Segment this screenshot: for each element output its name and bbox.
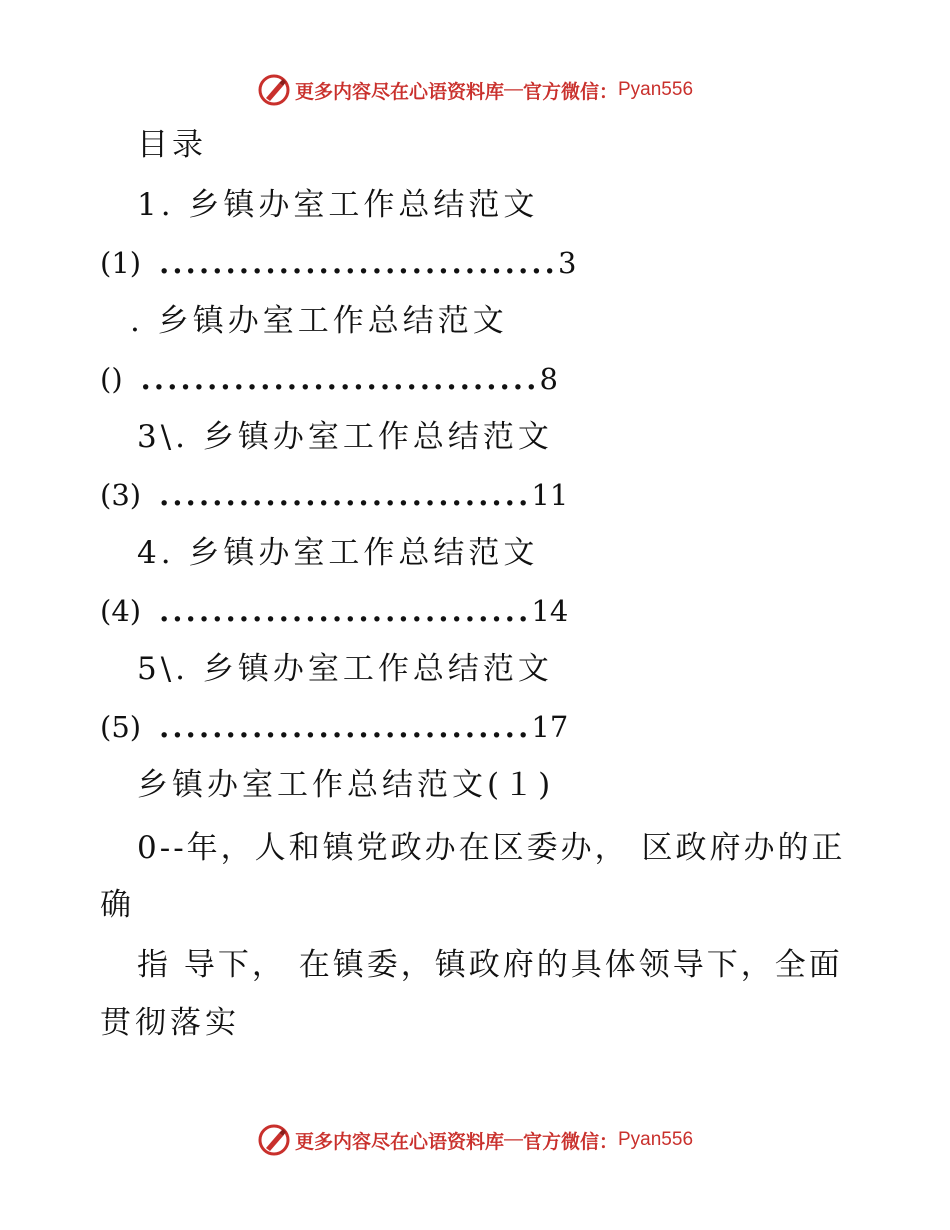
toc-entry-title: 3\. 乡镇办室工作总结范文: [137, 419, 553, 455]
paragraph-line: 贯彻落实: [100, 1005, 240, 1041]
section-title: 乡镇办室工作总结范文(１): [137, 767, 555, 803]
footer-banner: [0, 1120, 950, 1160]
paragraph-line: 0--年，人和镇党政办在区委办， 区政府办的正: [137, 830, 846, 866]
toc-entry-title: 5\. 乡镇办室工作总结范文: [137, 651, 553, 687]
toc-dot-leader: ..............................: [140, 362, 540, 396]
banner-separator: —: [503, 79, 523, 100]
toc-entry-number: (): [100, 362, 123, 396]
toc-dot-leader: ............................: [159, 478, 532, 512]
toc-dot-leader: ............................: [159, 594, 532, 628]
toc-entry-title: 4. 乡镇办室工作总结范文: [137, 535, 539, 571]
toc-entry-title: . 乡镇办室工作总结范文: [130, 303, 508, 339]
toc-page-number: 14: [531, 594, 569, 628]
toc-entry-leader: [100, 243, 576, 283]
banner-text: 更多内容尽在心语资料库: [294, 80, 504, 103]
pen-logo-icon: [257, 73, 291, 107]
toc-page-number: 8: [539, 362, 558, 396]
banner-text: 更多内容尽在心语资料库: [294, 1130, 504, 1153]
header-banner: [0, 70, 950, 110]
banner-separator: —: [503, 1129, 523, 1150]
banner-handle: Pyan556: [618, 79, 694, 100]
toc-dot-leader: ............................: [159, 710, 532, 744]
toc-page-number: 11: [531, 478, 569, 512]
toc-page-number: 17: [531, 710, 569, 744]
toc-heading: 目录: [137, 127, 207, 163]
paragraph-line: 指 导下， 在镇委，镇政府的具体领导下，全面: [137, 947, 843, 983]
toc-entry-title: 1. 乡镇办室工作总结范文: [137, 187, 539, 223]
toc-entry-leader: [100, 359, 558, 399]
pen-logo-icon: [257, 1123, 291, 1157]
toc-page-number: 3: [557, 246, 577, 280]
toc-entry-leader: [100, 707, 568, 747]
toc-entry-number: (4): [100, 594, 142, 628]
banner-label: 官方微信：: [522, 80, 618, 103]
toc-entry-leader: [100, 591, 568, 631]
toc-dot-leader: ..............................: [159, 246, 558, 280]
toc-entry-leader: [100, 475, 568, 515]
banner-label: 官方微信：: [522, 1130, 618, 1153]
toc-entry-number: (5): [100, 710, 142, 744]
toc-entry-number: (1): [100, 246, 142, 280]
banner-handle: Pyan556: [618, 1129, 694, 1150]
paragraph-line: 确: [100, 887, 135, 923]
toc-entry-number: (3): [100, 478, 142, 512]
